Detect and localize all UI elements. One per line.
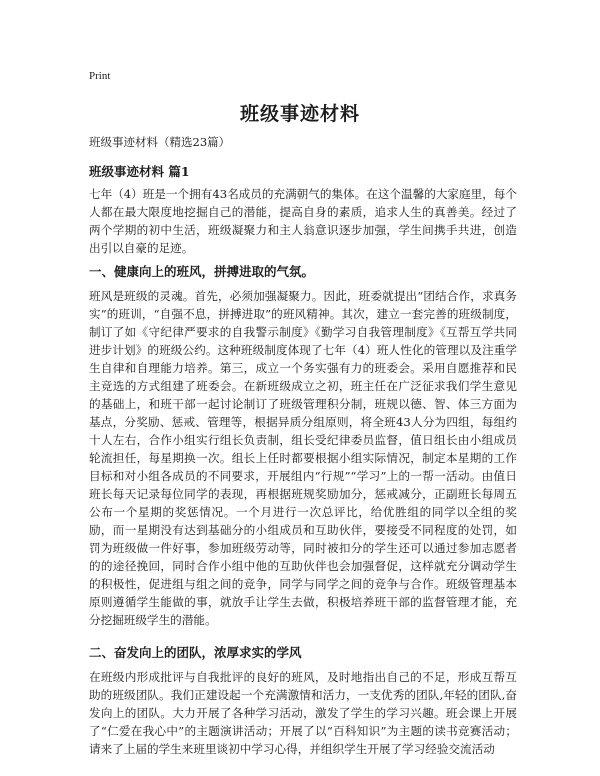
paragraph-study-style: 在班级内形成批评与自我批评的良好的班风，及时地指出自己的不足，形成互帮互助的班级团队。我们正建设起一个充满激情和活力，一支优秀的团队,年轻的团队,奋发向上的团队。大力开展了各种学习活动，激发了学生的学习兴趣。班会课上开展了“仁爱在我心中”的主题演讲活动；开展了以“百科知识”为主题的读书竞赛活动；请来了上届的学生来班里谈初中学习心得，并组织学生开展了学习经验交流活动 (89, 670, 517, 756)
paragraph-class-spirit: 班风是班级的灵魂。首先，必须加强凝聚力。因此，班委就提出“团结合作，求真务实”的班训，“自强不息，拼搏进取”的班风精神。其次，建立一套完善的班级制度，制订了如《守纪律严要求的自我警示制度》《勤学习自我管理制度》《互帮互学共同进步计划》的班级公约。这种班级制度体现了七年（4）班人性化的管理以及注重学生自律和自理能力培养。第三，成立一个务实强有力的班委会。采用自愿推荐和民主竞选的方式组建了班委会。在新班级成立之初，班主任在广泛征求我们学生意见的基础上，和班干部一起讨论制订了班级管理积分制，班规以德、智、体三方面为基点，分奖励、惩戒、管理等，根据异质分组原则，将全班43人分为四组，每组约十人左右，合作小组实行组长负责制，组长受纪律委员监督，值日组长由小组成员轮流担任，每星期换一次。组长上任时都要根据小组实际情况，制定本星期的工作目标和对小组各成员的不同要求，开展组内“行规”“学习”上的一帮一活动。由值日班长每天记录每位同学的表现，再根据班规奖励加分，惩戒减分，正副班长每周五公布一个星期的奖惩情况。一个月进行一次总评比，给优胜组的同学以全组的奖励，而一星期没有达到基础分的小组成员和互助伙伴，要接受不同程度的处罚，如罚为班级做一件好事，参加班级劳动等，同时被扣分的学生还可以通过参加志愿者的的途径挽回，同时合作小组中他的互助伙伴也会加强督促，这样就充分调动学生的积极性，促进组与组之间的竞争，同学与同学之间的竞争与合作。班级管理基本原则遵循学生能做的事，就放手让学生去做，积极培养班干部的监督管理才能，充分挖掘班级学生的潜能。 (89, 289, 517, 627)
print-link[interactable]: Print (89, 70, 111, 82)
paragraph-intro: 七年（4）班是一个拥有43名成员的充满朝气的集体。在这个温馨的大家庭里，每个人都在最大限度地挖掘自己的潜能，提高自身的素质，追求人生的真善美。经过了两个学期的初中生活，班级凝聚力和主人翁意识逐步加强，学生间携手共进，创造出引以自豪的足迹。 (89, 187, 517, 255)
document-subtitle: 班级事迹材料（精选23篇） (89, 135, 231, 149)
section-title: 班级事迹材料 篇1 (89, 164, 190, 179)
heading-class-spirit: 一、健康向上的班风，拼搏进取的气氛。 (89, 264, 315, 279)
heading-study-style: 二、奋发向上的团队，浓厚求实的学风 (89, 645, 302, 660)
document-title: 班级事迹材料 (239, 103, 360, 125)
